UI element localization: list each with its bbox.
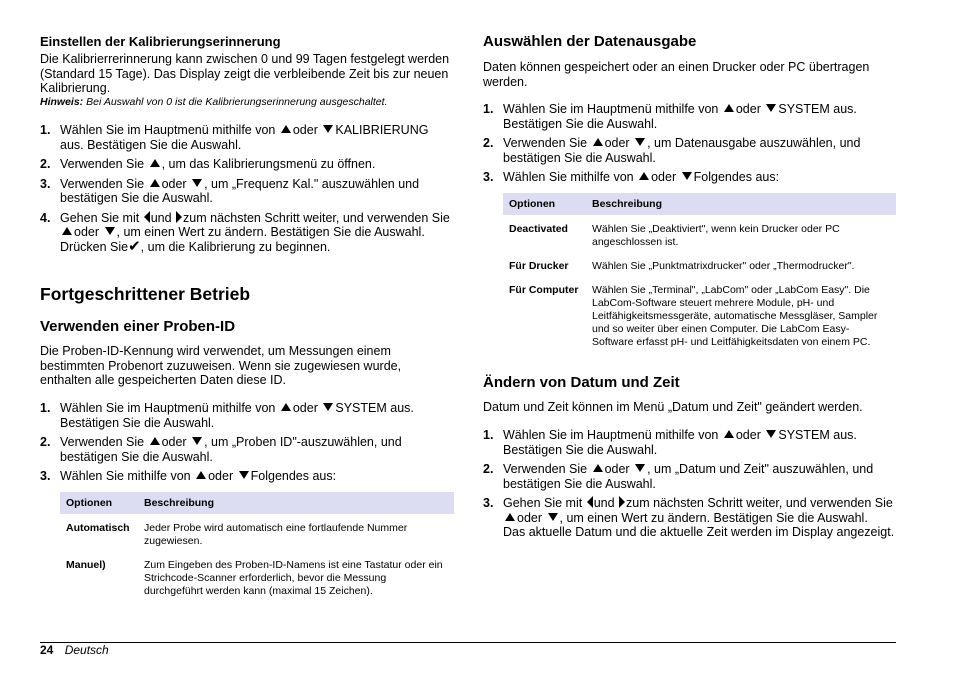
step-text: , um das Kalibrierungsmenü zu öffnen. — [161, 157, 376, 171]
step-number: 1. — [40, 401, 51, 415]
list-item — [483, 496, 896, 540]
option-name: Für Drucker — [509, 260, 569, 272]
note-text: Bei Auswahl von 0 ist die Kalibrierungserinnerung ausgeschaltet. — [86, 96, 388, 108]
advanced-operation-heading: Fortgeschrittener Betrieb — [40, 284, 251, 304]
step-text: zum nächsten Schritt weiter, und verwenden Sie — [626, 496, 893, 510]
option-name: Deactivated — [509, 223, 568, 235]
step-text: , um einen Wert zu ändern. Bestätigen Sie die Auswahl. — [116, 225, 425, 239]
step-text: , um die Kalibrierung zu beginnen. — [140, 239, 331, 254]
step-number: 2. — [483, 462, 494, 476]
step-text: Wählen Sie im Hauptmenü mithilfe von — [503, 428, 719, 442]
option-description: Jeder Probe wird automatisch eine fortlaufende Nummer zugewiesen. — [144, 522, 408, 547]
up-arrow-icon — [196, 471, 206, 479]
step-text: SYSTEM aus. Bestätigen Sie die Auswahl. — [503, 102, 857, 131]
down-arrow-icon — [766, 430, 776, 438]
page-footer — [40, 643, 109, 657]
list-item — [40, 211, 454, 255]
data-output-options-table — [503, 193, 896, 357]
checkmark-icon: ✔ — [128, 237, 141, 255]
step-text: Verwenden Sie — [60, 157, 145, 171]
up-arrow-icon — [593, 138, 603, 146]
step-text: , um „Datum und Zeit" auszuwählen, und bestätigen Sie die Auswahl. — [503, 462, 874, 491]
list-item — [40, 123, 454, 152]
step-text: oder — [517, 510, 543, 525]
footer-divider — [40, 642, 896, 643]
step-text: oder — [604, 136, 630, 150]
up-arrow-icon — [150, 179, 160, 187]
sample-id-steps — [40, 401, 454, 484]
calibration-reminder-heading: Einstellen der Kalibrierungserinnerung — [40, 34, 281, 49]
step-text: Wählen Sie im Hauptmenü mithilfe von — [503, 102, 719, 116]
table-header-row — [60, 492, 454, 514]
step-text: oder — [735, 102, 761, 116]
step-text: Gehen Sie mit — [60, 210, 140, 225]
step-text: Folgendes aus: — [250, 469, 337, 483]
step-number: 1. — [483, 428, 494, 442]
step-number: 2. — [40, 157, 51, 171]
step-number: 3. — [40, 176, 51, 191]
step-text: Verwenden Sie — [60, 435, 145, 449]
option-name: Manuel) — [66, 559, 106, 571]
step-text: oder — [208, 469, 234, 483]
description-column-header: Beschreibung — [586, 193, 896, 215]
right-arrow-icon — [176, 211, 182, 223]
up-arrow-icon — [150, 159, 160, 167]
list-item — [483, 136, 896, 165]
data-output-steps — [483, 102, 896, 185]
list-item — [483, 462, 896, 491]
list-item — [40, 435, 454, 464]
step-text: , um einen Wert zu ändern. Bestätigen Sie die Auswahl. — [559, 510, 868, 525]
step-text: Verwenden Sie — [503, 462, 588, 476]
up-arrow-icon — [150, 437, 160, 445]
step-text: und — [150, 210, 172, 225]
option-description: Zum Eingeben des Proben-ID-Namens ist eine Tastatur oder ein Strichcode-Scanner erforderlich, bevor die Messung durchgeführt werden kann (maximal 15 Zeichen). — [144, 559, 443, 597]
sample-id-heading: Verwenden einer Proben-ID — [40, 318, 236, 335]
up-arrow-icon — [62, 227, 72, 235]
step-text: , um Datenausgabe auszuwählen, und bestätigen Sie die Auswahl. — [503, 136, 861, 165]
step-text: Folgendes aus: — [693, 170, 780, 184]
step-text: oder — [604, 462, 630, 476]
step-number: 3. — [40, 469, 51, 483]
step-text: oder — [161, 176, 187, 191]
table-row — [503, 257, 896, 281]
down-arrow-icon — [105, 227, 115, 235]
step-text: oder — [74, 225, 100, 239]
down-arrow-icon — [766, 104, 776, 112]
options-column-header: Optionen — [503, 193, 586, 215]
data-output-intro: Daten können gespeichert oder an einen Drucker oder PC übertragen werden. — [483, 60, 870, 89]
right-arrow-icon — [619, 496, 625, 508]
down-arrow-icon — [239, 471, 249, 479]
up-arrow-icon — [724, 104, 734, 112]
step-text: zum nächsten Schritt weiter, und verwenden Sie — [183, 210, 450, 225]
step-text: , um „Proben ID"-auszuwählen, und bestätigen Sie die Auswahl. — [60, 435, 402, 464]
down-arrow-icon — [635, 464, 645, 472]
list-item — [40, 401, 454, 430]
calibration-note — [40, 96, 387, 108]
step-text: Wählen Sie im Hauptmenü mithilfe von — [60, 401, 276, 415]
step-number: 1. — [483, 102, 494, 116]
up-arrow-icon — [281, 125, 291, 133]
option-description: Wählen Sie „Deaktiviert", wenn kein Drucker oder PC angeschlossen ist. — [592, 223, 840, 248]
up-arrow-icon — [639, 172, 649, 180]
table-row — [60, 514, 454, 556]
step-text: Wählen Sie mithilfe von — [503, 170, 634, 184]
table-row — [503, 281, 896, 357]
down-arrow-icon — [323, 403, 333, 411]
option-description: Wählen Sie „Terminal", „LabCom" oder „LabCom Easy". Die LabCom-Software steuert mehrere Module, pH- und Leitfähigkeitsmessgeräte, automatische Messgläser, Sampler und so weiter über einen Computer. Die LabCom Easy-Software erfasst pH- und Leitfähigkeitsdaten von einem PC. — [592, 284, 878, 348]
option-name: Automatisch — [66, 522, 130, 534]
list-item — [40, 157, 454, 172]
footer-language: Deutsch — [64, 643, 109, 657]
step-number: 3. — [483, 496, 494, 510]
step-text: oder — [651, 170, 677, 184]
step-text: Gehen Sie mit — [503, 496, 583, 510]
left-arrow-icon — [144, 211, 150, 223]
page-number: 24 — [40, 643, 54, 657]
step-number: 4. — [40, 210, 51, 225]
step-text: Verwenden Sie — [60, 176, 145, 191]
sample-id-options-table — [60, 492, 454, 606]
date-time-steps — [483, 428, 896, 540]
step-text: Wählen Sie im Hauptmenü mithilfe von — [60, 123, 276, 137]
up-arrow-icon — [281, 403, 291, 411]
option-name: Für Computer — [509, 284, 579, 296]
list-item — [483, 170, 896, 185]
step-text: oder — [292, 401, 318, 415]
step-text: Drücken Sie — [60, 239, 129, 254]
data-output-heading: Auswählen der Datenausgabe — [483, 33, 697, 50]
note-label: Hinweis: — [40, 96, 84, 108]
options-column-header: Optionen — [60, 492, 138, 514]
option-description: Wählen Sie „Punktmatrixdrucker" oder „Thermodrucker". — [592, 260, 855, 272]
left-arrow-icon — [587, 496, 593, 508]
table-header-row — [503, 193, 896, 215]
step-text: SYSTEM aus. Bestätigen Sie die Auswahl. — [60, 401, 414, 430]
down-arrow-icon — [192, 437, 202, 445]
date-time-intro: Datum und Zeit können im Menü „Datum und Zeit" geändert werden. — [483, 400, 863, 414]
step-number: 3. — [483, 170, 494, 184]
sample-id-intro: Die Proben-ID-Kennung wird verwendet, um Messungen einem bestimmten Probenort zuzuweisen. Wenn sie zugewiesen wurde, enthalten alle gespeicherten Daten diese ID. — [40, 344, 402, 387]
down-arrow-icon — [323, 125, 333, 133]
step-text: , um „Frequenz Kal." auszuwählen und bestätigen Sie die Auswahl. — [60, 176, 420, 205]
step-text: oder — [292, 123, 318, 137]
date-time-heading: Ändern von Datum und Zeit — [483, 374, 680, 391]
table-row — [60, 556, 454, 606]
list-item — [40, 177, 454, 206]
list-item — [40, 469, 454, 484]
step-number: 1. — [40, 123, 51, 137]
calibration-steps — [40, 123, 454, 254]
list-item — [483, 428, 896, 457]
calibration-reminder-intro: Die Kalibrierrerinnerung kann zwischen 0 und 99 Tagen festgelegt werden (Standard 15 Tage). Das Display zeigt die verbleibende Zeit bis zur neuen Kalibrierung. — [40, 52, 450, 95]
up-arrow-icon — [593, 464, 603, 472]
list-item — [483, 102, 896, 131]
step-text: oder — [161, 435, 187, 449]
step-text: KALIBRIERUNG aus. Bestätigen Sie die Auswahl. — [60, 123, 429, 152]
step-text: SYSTEM aus. Bestätigen Sie die Auswahl. — [503, 428, 857, 457]
table-row — [503, 215, 896, 257]
step-text: Verwenden Sie — [503, 136, 588, 150]
step-text: Wählen Sie mithilfe von — [60, 469, 191, 483]
down-arrow-icon — [548, 513, 558, 521]
description-column-header: Beschreibung — [138, 492, 454, 514]
up-arrow-icon — [724, 430, 734, 438]
step-text: oder — [735, 428, 761, 442]
step-text: und — [593, 496, 615, 510]
step-text: Das aktuelle Datum und die aktuelle Zeit werden im Display angezeigt. — [503, 525, 895, 539]
step-number: 2. — [40, 435, 51, 449]
down-arrow-icon — [682, 172, 692, 180]
down-arrow-icon — [192, 179, 202, 187]
step-number: 2. — [483, 136, 494, 150]
up-arrow-icon — [505, 513, 515, 521]
down-arrow-icon — [635, 138, 645, 146]
